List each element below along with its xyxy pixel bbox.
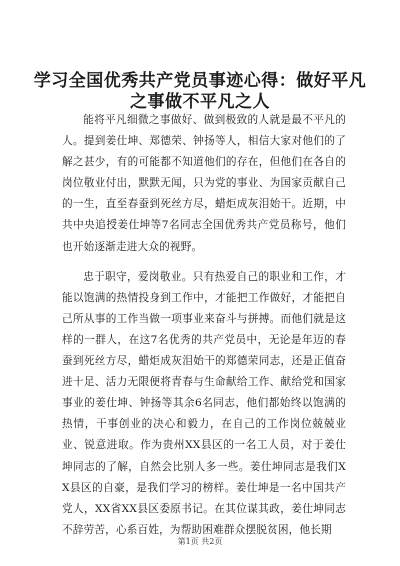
paragraph-intro: 能将平凡细微之事做好、做到极致的人就是最不平凡的人。提到姜仕坤、郑德荣、钟扬等人，相信大家对他们的了解之甚少，有的可能都不知道他们的存在，但他们在各自的岗位敬业付出，默默无闻，只为党的事业、为国家贡献自己的一生，直至春蚕到死丝方尽，蜡炬成灰泪始干。近期，中共中央追授姜仕坤等7名同志全国优秀共产党员称号，他们也开始逐渐走进大众的视野。 [62,114,346,253]
paragraph-dedication: 忠于职守，爱岗敬业。只有热爱自己的职业和工作，才能以饱满的热情投身到工作中，才能把工作做好，才能把自己所从事的工作当做一项事业来奋斗与拼搏。而他们就是这样的一群人，在这7名优秀的共产党员中，无论是年迈的春蚕到死丝方尽，蜡炬成灰泪始干的郑德荣同志，还是正值奋进十足、活力无限便将青春与生命献给工作、献给党和国家事业的姜仕坤、钟扬等其余6名同志，他们都始终以饱满的热情，干事创业的决心和毅力，在自己的工作岗位兢兢业业、锐意进取。作为贵州XX县区的一名工人员，对于姜仕坤同志的了解，自然会比别人多一些。姜仕坤同志是我们XX县区的自豪，是我们学习的榜样。姜仕坤是一名中国共产党人，XX省XX县区委原书记。在其位谋其政，姜仕坤同志不辞劳苦，心系百姓，为帮助困难群众摆脱贫困，他长期 [62,270,346,536]
document-body [62,110,346,550]
page-footer: 第1页 共2页 [177,537,223,546]
document-title: 学习全国优秀共产党员事迹心得：做好平凡之事做不平凡之人 [33,71,367,112]
